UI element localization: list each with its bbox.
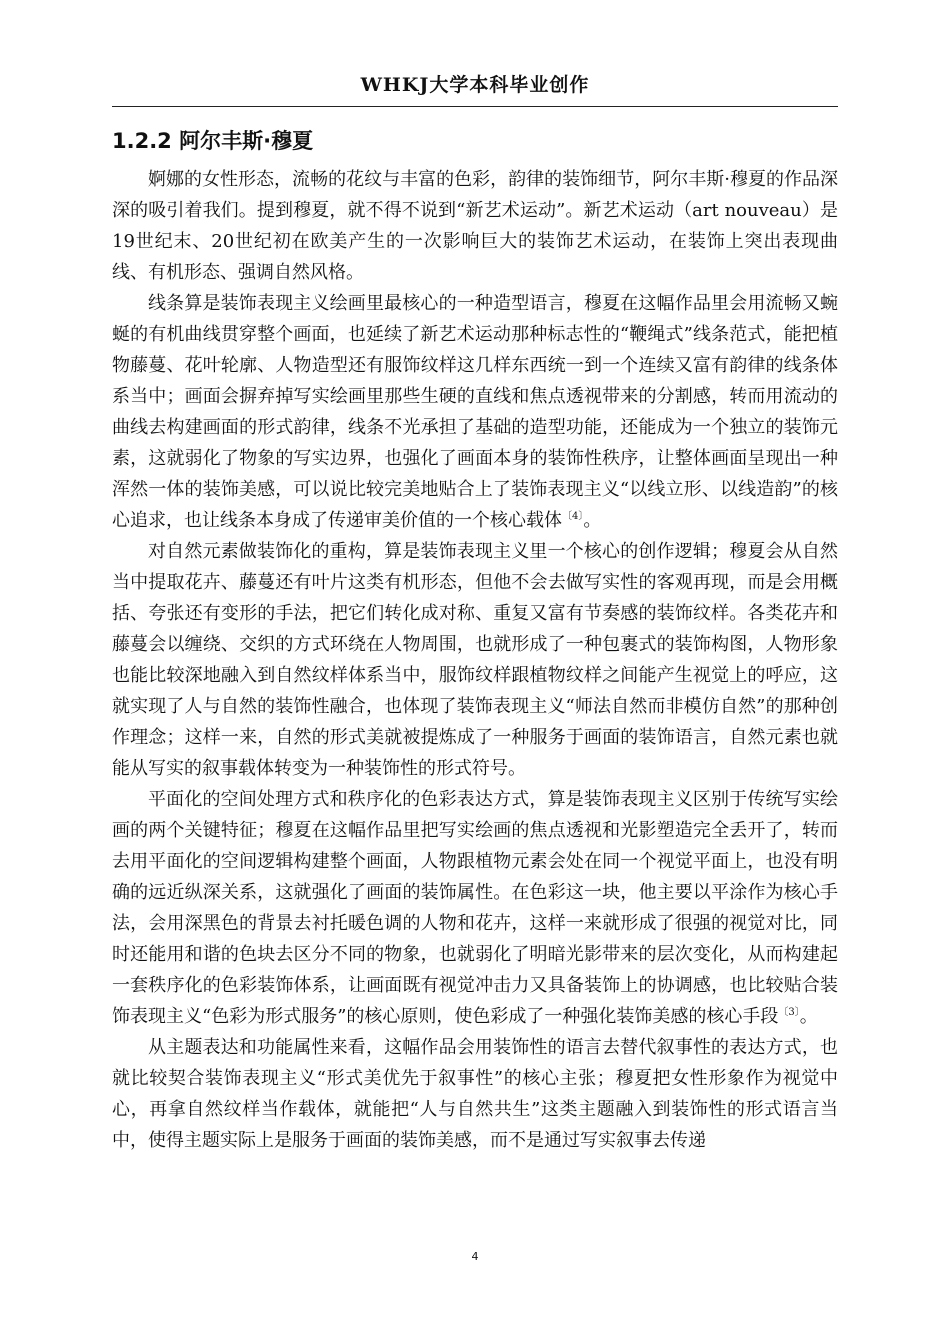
paragraph-2-end: 。 xyxy=(583,510,602,531)
paragraph-5 xyxy=(112,1032,838,1156)
paragraph-1 xyxy=(112,164,838,288)
page-number: 4 xyxy=(471,1250,479,1263)
paragraph-2-text: 线条算是装饰表现主义绘画里最核心的一种造型语言，穆夏在这幅作品里会用流畅又蜿蜒的有机曲线贯穿整个画面，也延续了新艺术运动那种标志性的“鞭绳式”线条范式，能把植物藤蔓、花叶轮廓、人物造型还有服饰纹样这几样东西统一到一个连续又富有韵律的线条体系当中；画面会摒弃掉写实绘画里那些生硬的直线和焦点透视带来的分割感，转而用流动的曲线去构建画面的形式韵律，线条不光承担了基础的造型功能，还能成为一个独立的装饰元素，这就弱化了物象的写实边界，也强化了画面本身的装饰性秩序，让整体画面呈现出一种浑然一体的装饰美感，可以说比较完美地贴合上了装饰表现主义“以线立形、以线造韵”的核心追求，也让线条本身成了传递审美价值的一个核心载体 xyxy=(112,293,838,531)
paragraph-2 xyxy=(112,288,838,536)
paragraph-1-text: 婀娜的女性形态，流畅的花纹与丰富的色彩，韵律的装饰细节，阿尔丰斯·穆夏的作品深深的吸引着我们。提到穆夏，就不得不说到“新艺术运动”。新艺术运动（art nouveau）是19世纪末、20世纪初在欧美产生的一次影响巨大的装饰艺术运动，在装饰上突出表现曲线、有机形态、强调自然风格。 xyxy=(112,169,838,283)
paragraph-3 xyxy=(112,536,838,784)
header-divider xyxy=(112,106,838,107)
paragraph-4-text: 平面化的空间处理方式和秩序化的色彩表达方式，算是装饰表现主义区别于传统写实绘画的两个关键特征；穆夏在这幅作品里把写实绘画的焦点透视和光影塑造完全丢开了，转而去用平面化的空间逻辑构建整个画面，人物跟植物元素会处在同一个视觉平面上，也没有明确的远近纵深关系，这就强化了画面的装饰属性。在色彩这一块，他主要以平涂作为核心手法，会用深黑色的背景去衬托暖色调的人物和花卉，这样一来就形成了很强的视觉对比，同时还能用和谐的色块去区分不同的物象，也就弱化了明暗光影带来的层次变化，从而构建起一套秩序化的色彩装饰体系，让画面既有视觉冲击力又具备装饰上的协调感，也比较贴合装饰表现主义“色彩为形式服务”的核心原则，使色彩成了一种强化装饰美感的核心手段 xyxy=(112,789,838,1027)
body-text xyxy=(112,164,838,1156)
section-heading: 1.2.2 阿尔丰斯·穆夏 xyxy=(112,129,314,153)
paragraph-3-text: 对自然元素做装饰化的重构，算是装饰表现主义里一个核心的创作逻辑；穆夏会从自然当中提取花卉、藤蔓还有叶片这类有机形态，但他不会去做写实性的客观再现，而是会用概括、夸张还有变形的手法，把它们转化成对称、重复又富有节奏感的装饰纹样。各类花卉和藤蔓会以缠绕、交织的方式环绕在人物周围，也就形成了一种包裹式的装饰构图，人物形象也能比较深地融入到自然纹样体系当中，服饰纹样跟植物纹样之间能产生视觉上的呼应，这就实现了人与自然的装饰性融合，也体现了装饰表现主义“师法自然而非模仿自然”的那种创作理念；这样一来，自然的形式美就被提炼成了一种服务于画面的装饰语言，自然元素也就能从写实的叙事载体转变为一种装饰性的形式符号。 xyxy=(112,541,838,779)
citation-marker: 〔3〕 xyxy=(778,1007,800,1018)
paragraph-4-end: 。 xyxy=(799,1006,818,1027)
page-header-title: WHKJ大学本科毕业创作 xyxy=(360,74,590,96)
paragraph-4 xyxy=(112,784,838,1032)
citation-marker: 〔4〕 xyxy=(562,511,584,522)
paragraph-5-text: 从主题表达和功能属性来看，这幅作品会用装饰性的语言去替代叙事性的表达方式，也就比较契合装饰表现主义“形式美优先于叙事性”的核心主张；穆夏把女性形象作为视觉中心，再拿自然纹样当作载体，就能把“人与自然共生”这类主题融入到装饰性的形式语言当中，使得主题实际上是服务于画面的装饰美感，而不是通过写实叙事去传递 xyxy=(112,1037,838,1151)
